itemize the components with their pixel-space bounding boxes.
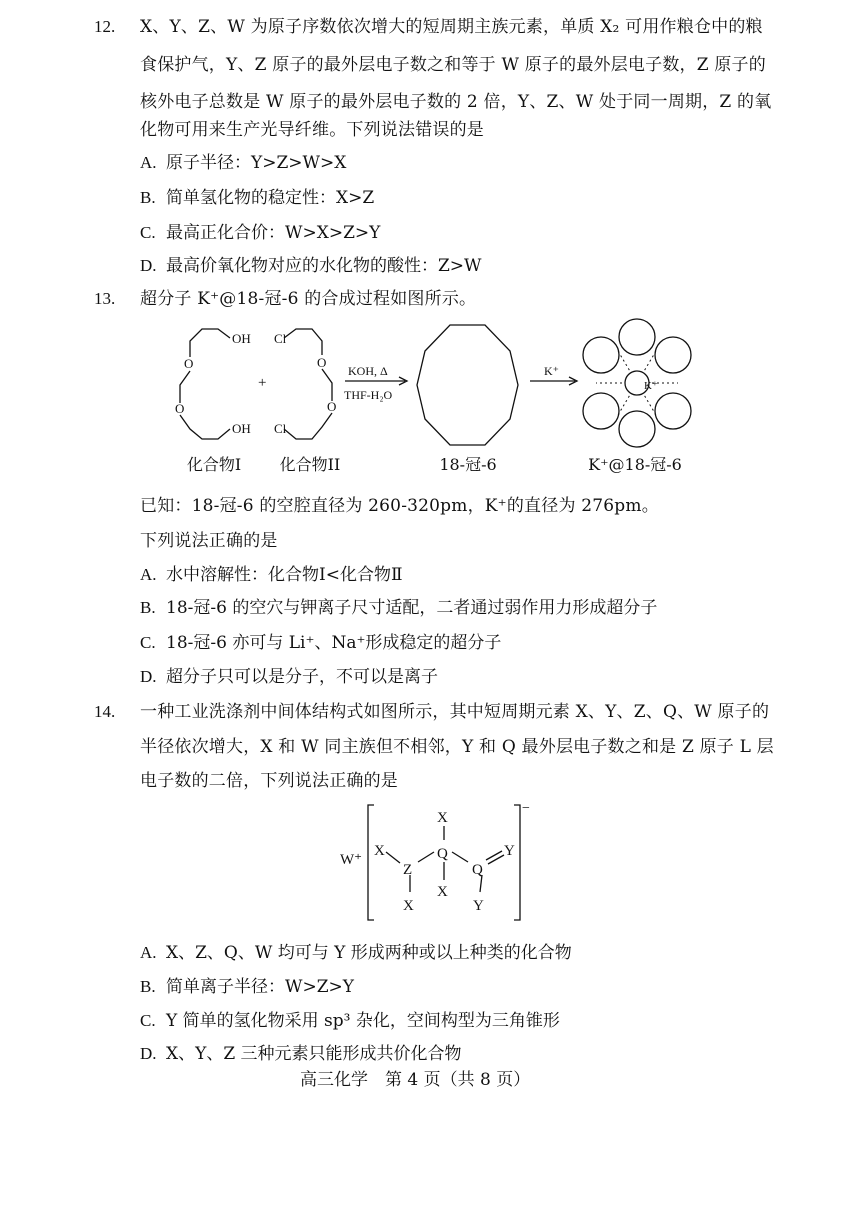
option-text: 原子半径：Y>Z>W>X bbox=[166, 153, 347, 173]
option-text: X、Z、Q、W 均可与 Y 形成两种或以上种类的化合物 bbox=[166, 943, 572, 963]
atom-x-below-z: X bbox=[403, 898, 414, 914]
atom-q-center: Q bbox=[437, 846, 448, 862]
option-letter: A. bbox=[140, 565, 157, 584]
bond-x-z bbox=[386, 852, 400, 863]
double-bond-2 bbox=[488, 855, 504, 864]
q14-stem-line-1: 一种工业洗涤剂中间体结构式如图所示，其中短周期元素 X、Y、Z、Q、W 原子的 bbox=[140, 702, 770, 722]
option-letter: B. bbox=[140, 598, 156, 617]
q12-stem-line-2: 食保护气，Y、Z 原子的最外层电子数之和等于 W 原子的最外层电子数，Z 原子的 bbox=[140, 55, 766, 75]
q12-stem-line-4: 化物可用来生产光导纤维。下列说法错误的是 bbox=[140, 120, 484, 140]
q14-option-c bbox=[140, 1010, 560, 1032]
option-text: 简单离子半径：W>Z>Y bbox=[166, 977, 354, 997]
q14-number: 14. bbox=[94, 702, 116, 721]
q13-option-a bbox=[140, 564, 403, 586]
option-letter: D. bbox=[140, 667, 157, 686]
page-footer: 高三化学 第 4 页（共 8 页） bbox=[300, 1070, 531, 1090]
q14-option-d bbox=[140, 1043, 462, 1065]
crown-ether-synthesis-scheme bbox=[150, 315, 730, 455]
arrow-1-solvent: THF-H₂O bbox=[344, 388, 393, 402]
w-cation: W⁺ bbox=[340, 852, 363, 868]
crown-ether-label: 18-冠-6 bbox=[439, 455, 497, 474]
q12-stem-line-1: X、Y、Z、W 为原子序数依次增大的短周期主族元素，单质 X₂ 可用作粮仓中的粮 bbox=[140, 17, 763, 37]
option-letter: B. bbox=[140, 977, 156, 996]
compound-i-label: 化合物I bbox=[186, 455, 242, 474]
option-text: 超分子只可以是分子，不可以是离子 bbox=[166, 667, 438, 687]
arrow-1-reagent: KOH, Δ bbox=[348, 364, 388, 378]
atom-z: Z bbox=[403, 862, 413, 878]
option-text: 简单氢化物的稳定性：X>Z bbox=[166, 188, 375, 208]
atom-x-below-q: X bbox=[437, 884, 448, 900]
q12-option-c bbox=[140, 222, 380, 244]
atom-x-top: X bbox=[437, 810, 448, 826]
option-letter: D. bbox=[140, 256, 157, 275]
compound-ii-o-1: O bbox=[317, 355, 327, 370]
q12-stem-line-3: 核外电子总数是 W 原子的最外层电子数的 2 倍，Y、Z、W 处于同一周期，Z 的氧 bbox=[140, 92, 772, 112]
compound-ii-chain bbox=[284, 329, 332, 439]
compound-i-chain bbox=[180, 329, 230, 439]
q14-option-b bbox=[140, 976, 354, 998]
q13-option-c bbox=[140, 632, 501, 654]
anion-charge: − bbox=[522, 801, 530, 816]
compound-i-oh-bottom: OH bbox=[232, 421, 251, 436]
option-text: X、Y、Z 三种元素只能形成共价化合物 bbox=[166, 1044, 462, 1064]
plus-sign: + bbox=[258, 375, 267, 391]
atom-x-left: X bbox=[374, 843, 385, 859]
atom-y-below: Y bbox=[473, 898, 484, 914]
q14-stem-line-2: 半径依次增大，X 和 W 同主族但不相邻，Y 和 Q 最外层电子数之和是 Z 原子 L 层 bbox=[140, 737, 774, 757]
option-letter: C. bbox=[140, 1011, 156, 1030]
compound-i-oh-top: OH bbox=[232, 331, 251, 346]
q12-option-a bbox=[140, 152, 346, 174]
compound-ii-cl-bottom: Cl bbox=[274, 421, 287, 436]
option-letter: C. bbox=[140, 223, 156, 242]
q13-number: 13. bbox=[94, 289, 116, 308]
k-ion-label: K⁺ bbox=[644, 380, 658, 392]
detergent-structure-formula bbox=[340, 800, 540, 925]
bond-q1-q2 bbox=[452, 852, 468, 862]
complex-label: K⁺@18-冠-6 bbox=[588, 455, 682, 474]
q13-option-b bbox=[140, 597, 657, 619]
option-letter: C. bbox=[140, 633, 156, 652]
compound-ii-o-2: O bbox=[327, 399, 337, 414]
q14-option-a bbox=[140, 942, 572, 964]
option-text: 最高正化合价：W>X>Z>Y bbox=[166, 223, 381, 243]
option-text: Y 简单的氢化物采用 sp³ 杂化，空间构型为三角锥形 bbox=[166, 1011, 560, 1031]
double-bond-1 bbox=[486, 851, 502, 860]
q12-number: 12. bbox=[94, 17, 116, 36]
compound-ii-label: 化合物II bbox=[279, 455, 341, 474]
atom-q-right: Q bbox=[472, 862, 483, 878]
option-text: 水中溶解性：化合物Ⅰ<化合物Ⅱ bbox=[166, 565, 403, 585]
q12-option-d bbox=[140, 255, 482, 277]
option-text: 18-冠-6 的空穴与钾离子尺寸适配，二者通过弱作用力形成超分子 bbox=[166, 598, 658, 618]
crown-ether-ring bbox=[417, 325, 518, 445]
left-bracket bbox=[368, 805, 374, 920]
option-letter: A. bbox=[140, 943, 157, 962]
compound-i-o-2: O bbox=[175, 401, 185, 416]
q13-known: 已知：18-冠-6 的空腔直径为 260-320pm，K⁺的直径为 276pm。 bbox=[140, 496, 659, 516]
option-letter: D. bbox=[140, 1044, 157, 1063]
option-text: 18-冠-6 亦可与 Li⁺、Na⁺形成稳定的超分子 bbox=[166, 633, 502, 653]
atom-y-double: Y bbox=[504, 843, 515, 859]
q12-option-b bbox=[140, 187, 374, 209]
q14-stem-line-3: 电子数的二倍，下列说法正确的是 bbox=[140, 771, 398, 791]
arrow-2-reagent: K⁺ bbox=[544, 364, 559, 378]
right-bracket bbox=[514, 805, 520, 920]
compound-i-o-1: O bbox=[184, 356, 194, 371]
bond-z-q1 bbox=[418, 852, 434, 862]
q13-prompt: 下列说法正确的是 bbox=[140, 531, 278, 551]
compound-ii-cl-top: Cl bbox=[274, 331, 287, 346]
q13-stem: 超分子 K⁺@18-冠-6 的合成过程如图所示。 bbox=[140, 289, 477, 309]
q13-option-d bbox=[140, 666, 438, 688]
option-letter: A. bbox=[140, 153, 157, 172]
option-letter: B. bbox=[140, 188, 156, 207]
option-text: 最高价氧化物对应的水化物的酸性：Z>W bbox=[166, 256, 482, 276]
